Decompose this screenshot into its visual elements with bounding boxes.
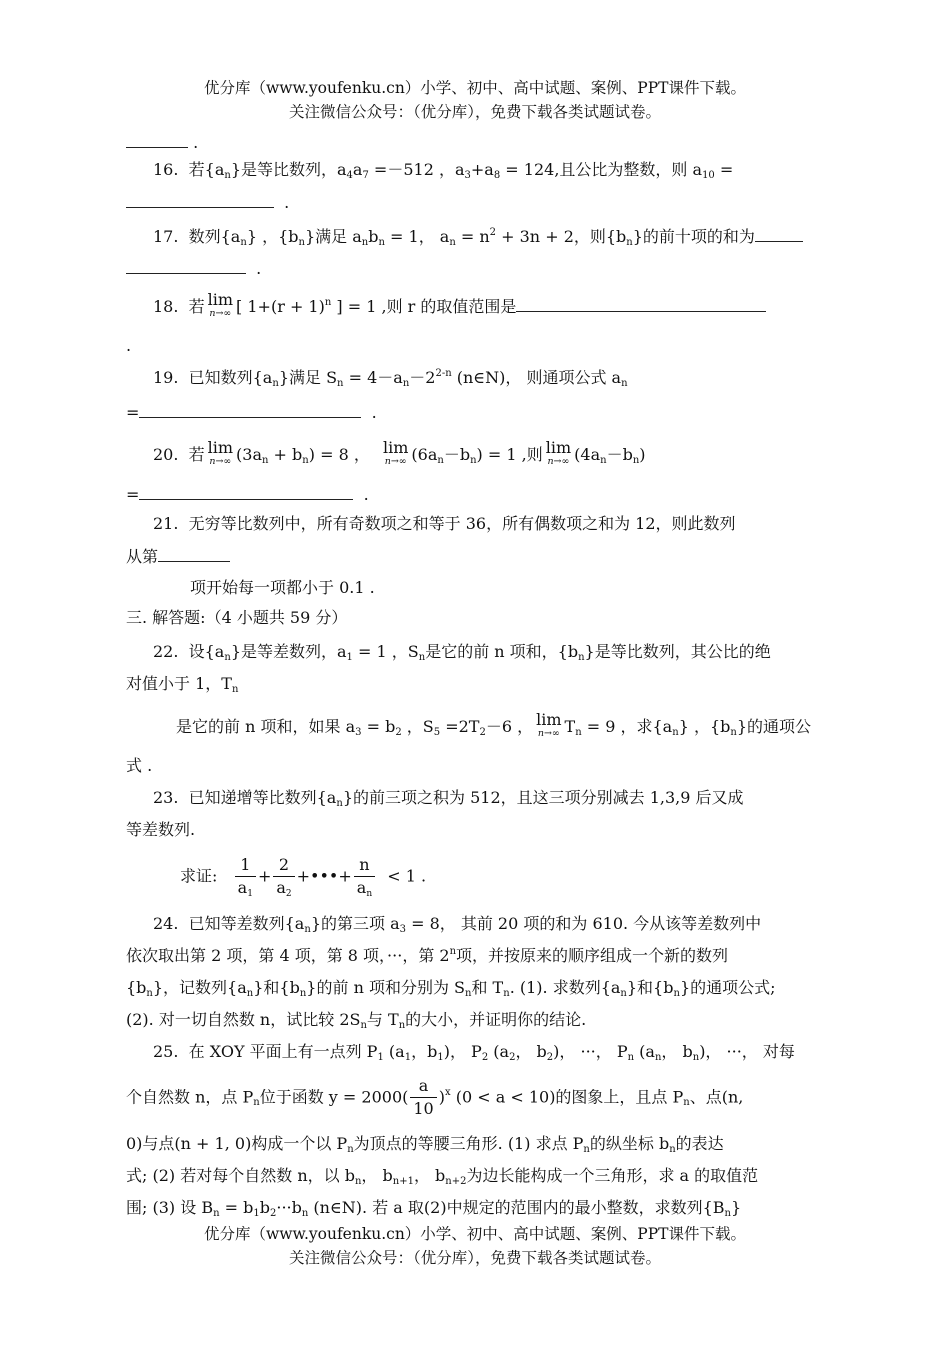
header-line-1: 优分库（www.youfenku.cn）小学、初中、高中试题、案例、PPT课件下载。	[203, 79, 747, 97]
answer-blank[interactable]	[126, 192, 274, 208]
question-17-line-2: .	[126, 258, 261, 279]
question-20-line-1: 20. 若 lim n→∞ $(3a_n + b_n) = 8$ ， lim n→∞ $(6a_n-b_n) = 1$ ,则 lim n→∞ $(4a_n-b_n)$	[153, 438, 646, 467]
question-21-line-2: 从第	[126, 546, 230, 567]
question-25-line-5: 围; (3) 设 $B_n = b_1b_2\cdot\cdot\cdot b_n$ (n∈N). 若 a 取(2)中规定的范围内的最小整数，求数列$\{B_n\}$	[126, 1198, 742, 1219]
question-21-line-1: 21. 无穷等比数列中，所有奇数项之和等于 36，所有偶数项之和为 12，则此数列	[153, 514, 736, 533]
question-16-line-1: 16. 若$\{a_n\}$是等比数列，$a_4a_7 =-512$ ，$a_3+a_8 = 124$,且公比为整数，则 $a_{10}$ =	[153, 160, 734, 181]
section-3-title: 三. 解答题:（4 小题共 59 分）	[126, 608, 348, 627]
question-24-line-4: (2). 对一切自然数 n，试比较 $2S_n$与 $T_n$的大小，并证明你的结论.	[126, 1010, 587, 1031]
fraction: $\frac{2}{a_2}$	[273, 857, 294, 896]
header-line-2: 关注微信公众号：（优分库），免费下载各类试题试卷。	[288, 103, 661, 121]
question-17-line-1: 17. 数列$\{a_n\}$ ，$\{b_n\}$满足 $a_nb_n = 1$， $a_n = n^2 + 3n + 2$，则$\{b_n\}$的前十项的和为	[153, 226, 803, 247]
question-24-line-2: 依次取出第 2 项，第 4 项，第 8 项，···，第 2$^n$项，并按原来的顺序组成一个新的数列	[126, 946, 729, 965]
question-24-line-3: $\{b_n\}$，记数列$\{a_n\}$和$\{b_n\}$的前 n 项和分别为 $S_n$和 $T_n$. (1). 求数列$\{a_n\}$和$\{b_n\}$的通项公式;	[126, 978, 776, 999]
answer-blank[interactable]	[139, 484, 353, 500]
question-20-line-2: = .	[126, 485, 369, 504]
answer-blank[interactable]	[158, 546, 230, 562]
question-22-line-1: 22. 设$\{a_n\}$是等差数列，$a_1 = 1$ ，$S_n$是它的前 n 项和，$\{b_n\}$是等比数列，其公比的绝	[153, 642, 771, 663]
question-22-line-2: 对值小于 1，$T_n$	[126, 674, 239, 695]
fraction: $\frac{n}{a_n}$	[354, 857, 375, 896]
fraction: $\frac{1}{a_1}$	[235, 857, 256, 896]
answer-blank[interactable]	[126, 258, 246, 274]
answer-blank[interactable]	[139, 402, 361, 418]
question-24-line-1: 24. 已知等差数列$\{a_n\}$的第三项 $a_3 = 8$， 其前 20 项的和为 610. 今从该等差数列中	[153, 914, 762, 935]
answer-blank[interactable]	[755, 226, 803, 242]
limit-symbol: lim n→∞	[207, 438, 234, 467]
question-25-line-2: 个自然数 n，点 $P_n$位于函数 y = 2000( $\frac{a}{10}$ )$^x$ (0 < a < 10)的图象上，且点 $P_n$、点(n,	[126, 1076, 744, 1118]
answer-blank[interactable]	[126, 132, 188, 148]
question-18-line-2: .	[126, 336, 132, 355]
question-18-line-1: 18. 若 lim n→∞ [ $1+(r + 1)^n$ ] = 1 ,则 r 的取值范围是	[153, 294, 766, 321]
limit-symbol: lim n→∞	[536, 710, 562, 739]
question-23-line-2: 等差数列.	[126, 820, 196, 839]
limit-symbol: lim n→∞	[207, 290, 234, 319]
question-21-line-3: 项开始每一项都小于 0.1 .	[190, 578, 375, 597]
question-22-line-3: 是它的前 n 项和，如果 $a_3 = b_2$ ，$S_5 =2T_2-6$ ， lim n→∞ $T_n = 9$ ，求$\{a_n\}$ ，$\{b_n\}$的通项公	[176, 710, 812, 739]
question-25-line-3: 0)与点(n + 1, 0)构成一个以 $P_n$为顶点的等腰三角形. (1) 求点 $P_n$的纵坐标 $b_n$的表达	[126, 1134, 724, 1155]
question-19-line-1: 19. 已知数列$\{a_n\}$满足 $S_n = 4-a_n-2^{2-n}$ (n∈N)， 则通项公式 $a_n$	[153, 368, 628, 389]
limit-symbol: lim n→∞	[545, 438, 572, 467]
question-19-line-2: = .	[126, 403, 377, 422]
question-25-line-1: 25. 在 XOY 平面上有一点列 $P_1$ ($a_1$，$b_1$)， $P_2$ ($a_2$， $b_2$)， ···， $P_n$ ($a_n$， $b_n$)， ···， 对每	[153, 1042, 795, 1063]
footer-line-1: 优分库（www.youfenku.cn）小学、初中、高中试题、案例、PPT课件下载。	[203, 1225, 747, 1243]
fraction: $\frac{a}{10}$	[410, 1078, 436, 1117]
footer-line-2: 关注微信公众号：（优分库），免费下载各类试题试卷。	[288, 1249, 661, 1267]
question-25-line-4: 式; (2) 若对每个自然数 n，以 $b_n$， $b_{n+1}$， $b_{n+2}$为边长能构成一个三角形，求 a 的取值范	[126, 1166, 759, 1187]
question-23-line-1: 23. 已知递增等比数列$\{a_n\}$的前三项之积为 512，且这三项分别减去 1,3,9 后又成	[153, 788, 744, 809]
limit-symbol: lim n→∞	[383, 438, 409, 467]
question-23-line-3: 求证: $\frac{1}{a_1}$ + $\frac{2}{a_2}$ +•••+ $\frac{n}{a_n}$ < 1 .	[180, 855, 427, 899]
q15-answer-line: .	[126, 132, 198, 153]
answer-blank[interactable]	[516, 296, 766, 312]
question-22-line-4: 式 .	[126, 756, 153, 775]
question-16-line-2: .	[126, 192, 289, 213]
